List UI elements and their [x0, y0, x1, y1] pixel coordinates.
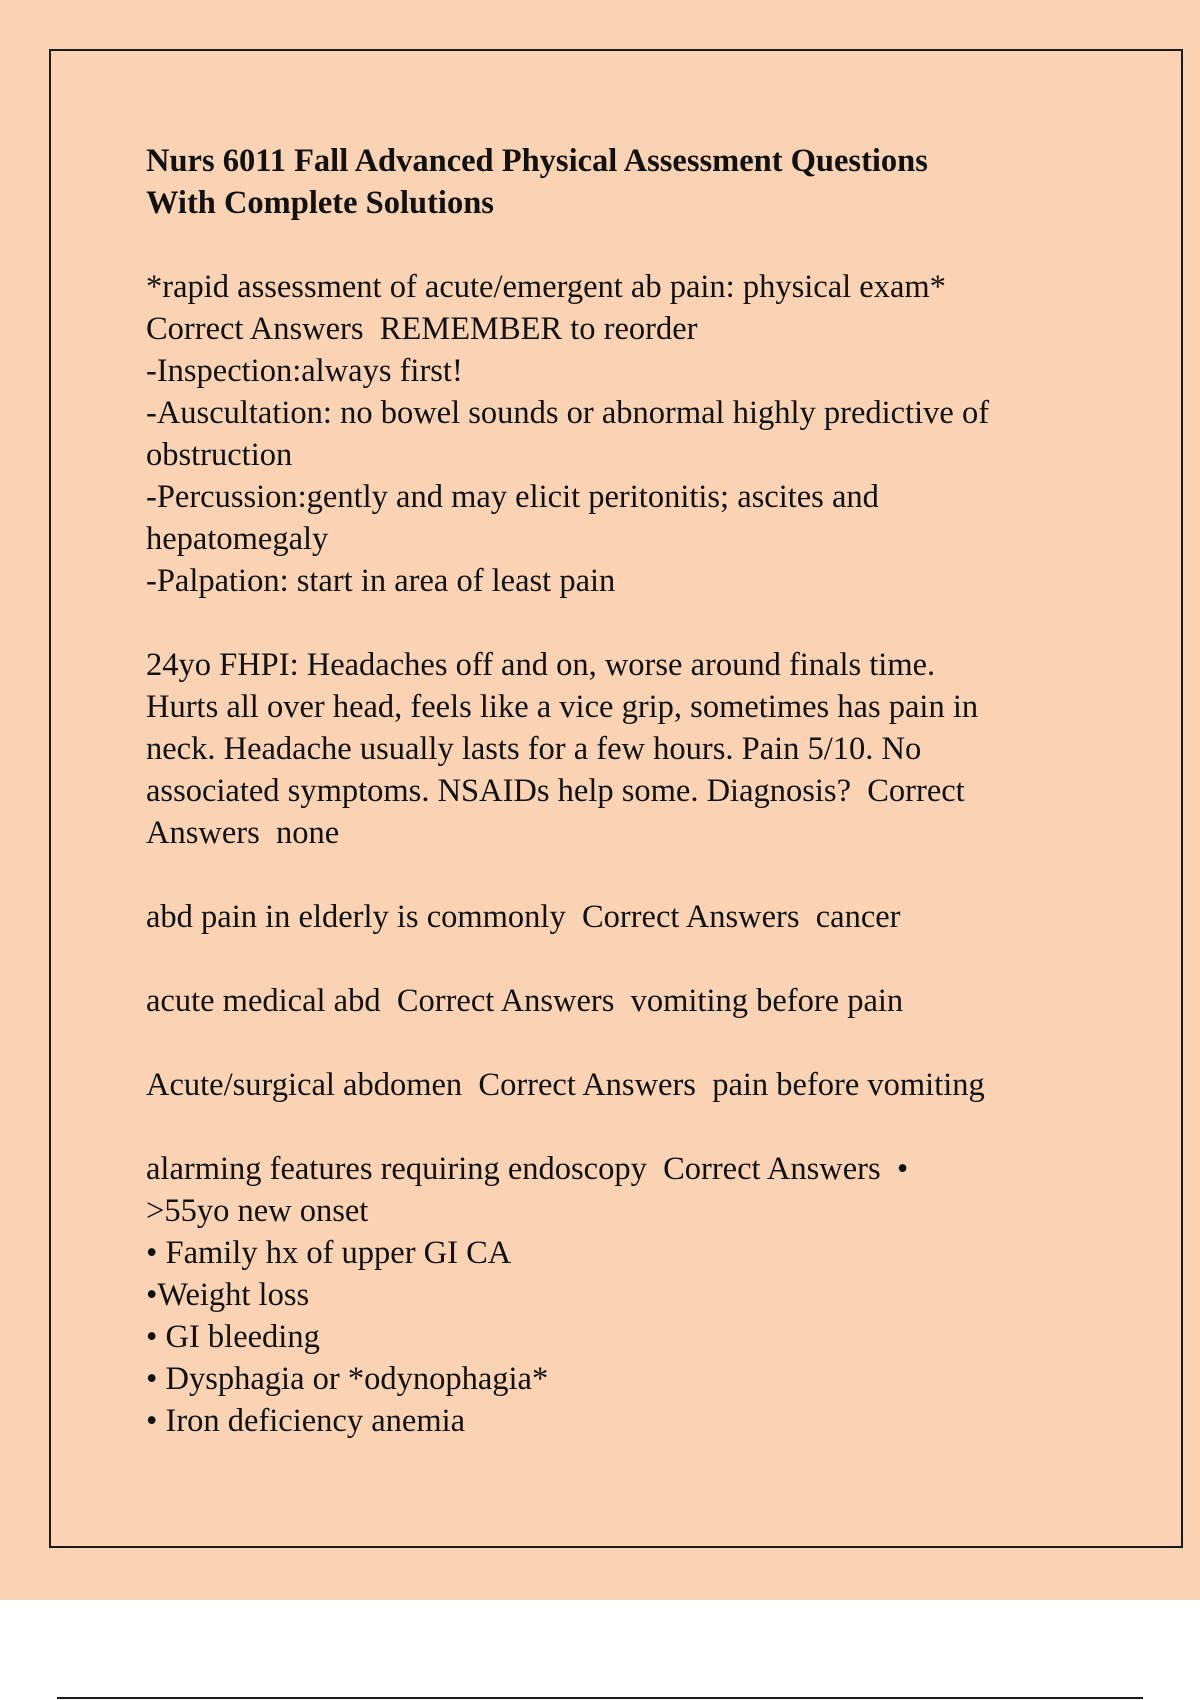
entry-line: -Percussion:gently and may elicit peritonitis; ascites and: [146, 479, 879, 515]
title-line: With Complete Solutions: [146, 185, 494, 221]
entry-line: Correct Answers REMEMBER to reorder: [146, 311, 698, 347]
entry-line: Answers none: [146, 815, 340, 851]
entry-line: -Palpation: start in area of least pain: [146, 563, 616, 599]
entry-line: acute medical abd Correct Answers vomiting before pain: [146, 983, 904, 1019]
entry-line: • GI bleeding: [146, 1319, 320, 1355]
document-content: [146, 140, 1106, 1484]
entry-line: neck. Headache usually lasts for a few hours. Pain 5/10. No: [146, 731, 922, 767]
entry-line: •Weight loss: [146, 1277, 310, 1313]
document-title: [146, 140, 1106, 224]
entry-line: • Family hx of upper GI CA: [146, 1235, 512, 1271]
qa-entry-endoscopy-alarm-features: [146, 1148, 1106, 1442]
entry-line: • Iron deficiency anemia: [146, 1403, 466, 1439]
qa-entry-headache-case: [146, 644, 1106, 854]
title-line: Nurs 6011 Fall Advanced Physical Assessment Questions: [146, 143, 928, 179]
footer-divider: [57, 1697, 1143, 1699]
entry-line: >55yo new onset: [146, 1193, 369, 1229]
entry-line: -Auscultation: no bowel sounds or abnormal highly predictive of: [146, 395, 990, 431]
entry-line: obstruction: [146, 437, 293, 473]
entry-line: hepatomegaly: [146, 521, 329, 557]
entry-line: 24yo FHPI: Headaches off and on, worse around finals time.: [146, 647, 936, 683]
entry-line: -Inspection:always first!: [146, 353, 463, 389]
entry-line: Acute/surgical abdomen Correct Answers pain before vomiting: [146, 1067, 985, 1103]
qa-entry-elderly-abd-pain: [146, 896, 1106, 938]
entry-line: alarming features requiring endoscopy Correct Answers •: [146, 1151, 909, 1187]
qa-entry-rapid-assessment: [146, 266, 1106, 602]
qa-entry-acute-surgical-abdomen: [146, 1064, 1106, 1106]
entry-line: *rapid assessment of acute/emergent ab pain: physical exam*: [146, 269, 946, 305]
qa-entry-acute-medical-abd: [146, 980, 1106, 1022]
entry-line: associated symptoms. NSAIDs help some. Diagnosis? Correct: [146, 773, 965, 809]
entry-line: • Dysphagia or *odynophagia*: [146, 1361, 549, 1397]
entry-line: Hurts all over head, feels like a vice grip, sometimes has pain in: [146, 689, 979, 725]
entry-line: abd pain in elderly is commonly Correct Answers cancer: [146, 899, 901, 935]
